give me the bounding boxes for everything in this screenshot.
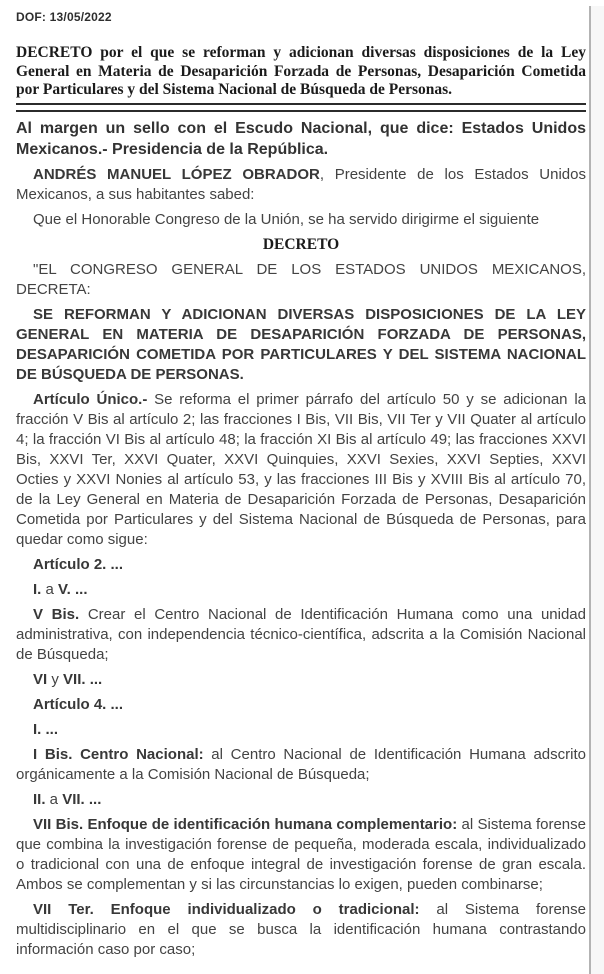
fraccion-connector: a [45, 790, 63, 808]
paragraph-fraccion-ii-a-vii [16, 790, 586, 810]
fraccion-end: VII. ... [63, 670, 103, 688]
paragraph-congress-decreta: "EL CONGRESO GENERAL DE LOS ESTADOS UNIDOS MEXICANOS, DECRETA: [16, 260, 586, 298]
dof-date: DOF: 13/05/2022 [16, 10, 112, 24]
fraccion-end: VII. ... [62, 790, 102, 808]
articulo-2-label: Artículo 2. ... [33, 555, 124, 573]
president-name: ANDRÉS MANUEL LÓPEZ OBRADOR [33, 165, 320, 183]
paragraph-i-bis [16, 745, 586, 785]
double-rule-divider [16, 103, 586, 112]
vii-bis-text: al Sistema forense que combina la investigación forense de pequeña, moderada escala, individualizado o tradicional con una de enfoque integral de investigación forense de gran escala. Ambos se complementan y si las circunstancias lo exigen, pueden combinarse; [16, 815, 586, 893]
articulo-unico-text: Se reforma el primer párrafo del artículo 50 y se adicionan la fracción V Bis al artículo 2; las fracciones I Bis, VII Bis, VII Ter y VII Quater al artículo 4; la fracción VI Bis al artículo 48; la fracción XI Bis al artículo 49; las fracciones XXVI Bis, XXVI Ter, XXVI Quater, XXVI Quinquies, XXVI Sexies, XXVI Septies, XXVI Octies y XXVI Nonies al artículo 53, y las fracciones III Bis y XVIII Bis al artículo 70, de la Ley General en Materia de Desaparición Forzada de Personas, Desaparición Cometida por Particulares y del Sistema Nacional de Búsqueda de Personas, para quedar como sigue: [16, 390, 586, 548]
v-bis-label: V Bis. [33, 605, 80, 623]
paragraph-articulo-4 [16, 695, 586, 715]
paragraph-fraccion-i [16, 720, 586, 740]
paragraph-president [16, 165, 586, 205]
vii-bis-label: VII Bis. Enfoque de identificación humana complementario: [33, 815, 458, 833]
paragraph-vii-bis [16, 815, 586, 895]
fraccion-i-label: I. ... [33, 720, 59, 738]
page-right-gutter [591, 6, 604, 974]
i-bis-text: al Centro Nacional de Identificación Humana adscrito orgánicamente a la Comisión Nacional de Búsqueda; [16, 745, 586, 783]
decree-title: DECRETO por el que se reforman y adicionan diversas disposiciones de la Ley General en Materia de Desaparición Forzada de Personas, Desaparición Cometida por Particulares y del Sistema Nacional de Búsqueda de Personas. [16, 44, 586, 98]
fraccion-connector: a [41, 580, 59, 598]
fraccion-start: VI [33, 670, 48, 688]
paragraph-articulo-unico [16, 390, 586, 550]
paragraph-congress-intro: Que el Honorable Congreso de la Unión, se ha servido dirigirme el siguiente [33, 210, 540, 228]
document-content [16, 0, 586, 965]
president-rest: , Presidente de los Estados Unidos Mexicanos, a sus habitantes sabed: [16, 165, 586, 203]
articulo-unico-label: Artículo Único.- [33, 390, 148, 408]
fraccion-connector: y [47, 670, 64, 688]
paragraph-fraccion-vi-y-vii [16, 670, 586, 690]
i-bis-label: I Bis. Centro Nacional: [33, 745, 204, 763]
paragraph-se-reforman: SE REFORMAN Y ADICIONAN DIVERSAS DISPOSICIONES DE LA LEY GENERAL EN MATERIA DE DESAPARICIÓN FORZADA DE PERSONAS, DESAPARICIÓN COMETIDA POR PARTICULARES Y DEL SISTEMA NACIONAL DE BÚSQUEDA DE PERSONAS. [16, 305, 586, 383]
fraccion-start: I. [33, 580, 42, 598]
paragraph-vii-ter [16, 900, 586, 960]
decreto-heading: DECRETO [262, 235, 340, 253]
fraccion-end: V. ... [58, 580, 88, 598]
paragraph-al-margen: Al margen un sello con el Escudo Nacional, que dice: Estados Unidos Mexicanos.- Presidencia de la República. [16, 119, 586, 158]
fraccion-start: II. [33, 790, 46, 808]
paragraph-v-bis [16, 605, 586, 665]
paragraph-fraccion-i-a-v [16, 580, 586, 600]
articulo-4-label: Artículo 4. ... [33, 695, 124, 713]
page-edge-line [589, 6, 591, 974]
v-bis-text: Crear el Centro Nacional de Identificación Humana como una unidad administrativa, con independencia técnico-científica, adscrita a la Comisión Nacional de Búsqueda; [16, 605, 586, 663]
vii-ter-text: al Sistema forense multidisciplinario en el que se busca la identificación humana contrastando información caso por caso; [16, 900, 586, 958]
vii-ter-label: VII Ter. Enfoque individualizado o tradicional: [33, 900, 420, 918]
paragraph-articulo-2 [16, 555, 586, 575]
